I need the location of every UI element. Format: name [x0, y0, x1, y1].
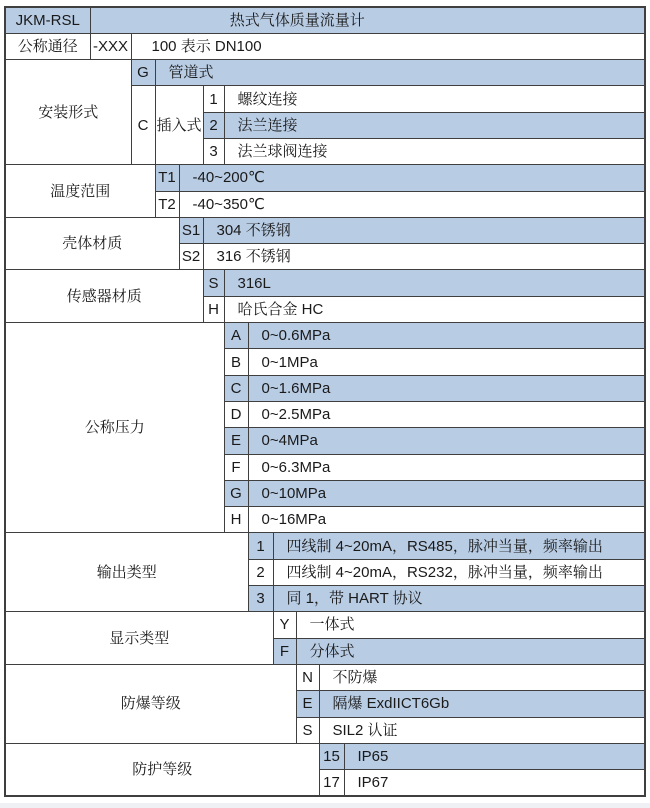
sensor-option-value: 316L [224, 270, 645, 296]
pressure-option-value: 0~16MPa [248, 507, 645, 533]
output-option-value: 四线制 4~20mA，RS232，脉冲当量，频率输出 [273, 559, 645, 585]
sensor-option-value: 哈氏合金 HC [224, 296, 645, 322]
temperature-section-label: 温度范围 [5, 165, 155, 218]
output-option-value: 四线制 4~20mA，RS485，脉冲当量，频率输出 [273, 533, 645, 559]
table-row [5, 664, 645, 690]
explosion-option-value: 不防爆 [319, 664, 645, 690]
install-option-code: 1 [203, 86, 224, 112]
table-row [5, 533, 645, 559]
table-row [5, 217, 645, 243]
display-option-code: Y [273, 612, 296, 638]
pressure-option-value: 0~10MPa [248, 480, 645, 506]
protection-option-code: 15 [319, 743, 344, 769]
output-option-value: 同 1，带 HART 协议 [273, 586, 645, 612]
install-pipe-code: G [131, 60, 155, 86]
sensor-option-code: S [203, 270, 224, 296]
model-code-cell: JKM-RSL [5, 7, 90, 33]
table-row [5, 323, 645, 349]
model-selection-table [4, 6, 646, 797]
housing-option-value: 316 不锈钢 [203, 244, 645, 270]
explosion-option-code: S [296, 717, 319, 743]
temperature-option-code: T2 [155, 191, 179, 217]
pressure-option-code: A [224, 323, 248, 349]
pressure-option-code: C [224, 375, 248, 401]
housing-section-label: 壳体材质 [5, 217, 179, 270]
install-option-code: 3 [203, 138, 224, 164]
page-bottom-strip [0, 803, 650, 808]
pressure-option-code: B [224, 349, 248, 375]
pressure-option-code: F [224, 454, 248, 480]
pressure-option-value: 0~1MPa [248, 349, 645, 375]
pressure-option-code: H [224, 507, 248, 533]
protection-section-label: 防护等级 [5, 743, 319, 796]
display-option-value: 分体式 [296, 638, 645, 664]
pressure-option-value: 0~1.6MPa [248, 375, 645, 401]
install-pipe-value: 管道式 [155, 60, 645, 86]
diameter-value: 100 表示 DN100 [131, 33, 645, 59]
install-section-label: 安装形式 [5, 60, 131, 165]
product-title-cell: 热式气体质量流量计 [90, 7, 645, 33]
housing-option-value: 304 不锈钢 [203, 217, 645, 243]
table-row [5, 165, 645, 191]
output-option-code: 2 [248, 559, 273, 585]
install-insert-label: 插入式 [155, 86, 203, 165]
explosion-option-value: SIL2 认证 [319, 717, 645, 743]
pressure-option-code: D [224, 401, 248, 427]
table-row [5, 33, 645, 59]
explosion-section-label: 防爆等级 [5, 664, 296, 743]
explosion-option-code: E [296, 691, 319, 717]
pressure-option-value: 0~0.6MPa [248, 323, 645, 349]
output-section-label: 输出类型 [5, 533, 248, 612]
pressure-option-code: E [224, 428, 248, 454]
pressure-option-value: 0~2.5MPa [248, 401, 645, 427]
protection-option-value: IP65 [344, 743, 645, 769]
protection-option-code: 17 [319, 770, 344, 796]
pressure-option-value: 0~4MPa [248, 428, 645, 454]
display-option-code: F [273, 638, 296, 664]
install-insert-code: C [131, 86, 155, 165]
pressure-option-value: 0~6.3MPa [248, 454, 645, 480]
pressure-option-code: G [224, 480, 248, 506]
housing-option-code: S1 [179, 217, 203, 243]
install-option-value: 法兰连接 [224, 112, 645, 138]
housing-option-code: S2 [179, 244, 203, 270]
install-option-value: 螺纹连接 [224, 86, 645, 112]
install-option-code: 2 [203, 112, 224, 138]
table-row [5, 743, 645, 769]
diameter-code: -XXX [90, 33, 131, 59]
temperature-option-code: T1 [155, 165, 179, 191]
diameter-label: 公称通径 [5, 33, 90, 59]
sensor-option-code: H [203, 296, 224, 322]
pressure-section-label: 公称压力 [5, 323, 224, 533]
explosion-option-value: 隔爆 ExdIICT6Gb [319, 691, 645, 717]
explosion-option-code: N [296, 664, 319, 690]
table-row [5, 612, 645, 638]
display-option-value: 一体式 [296, 612, 645, 638]
protection-option-value: IP67 [344, 770, 645, 796]
table-row [5, 270, 645, 296]
output-option-code: 3 [248, 586, 273, 612]
temperature-option-value: -40~200℃ [179, 165, 645, 191]
table-row [5, 7, 645, 33]
display-section-label: 显示类型 [5, 612, 273, 665]
table-row [5, 60, 645, 86]
temperature-option-value: -40~350℃ [179, 191, 645, 217]
install-option-value: 法兰球阀连接 [224, 138, 645, 164]
output-option-code: 1 [248, 533, 273, 559]
sensor-section-label: 传感器材质 [5, 270, 203, 323]
